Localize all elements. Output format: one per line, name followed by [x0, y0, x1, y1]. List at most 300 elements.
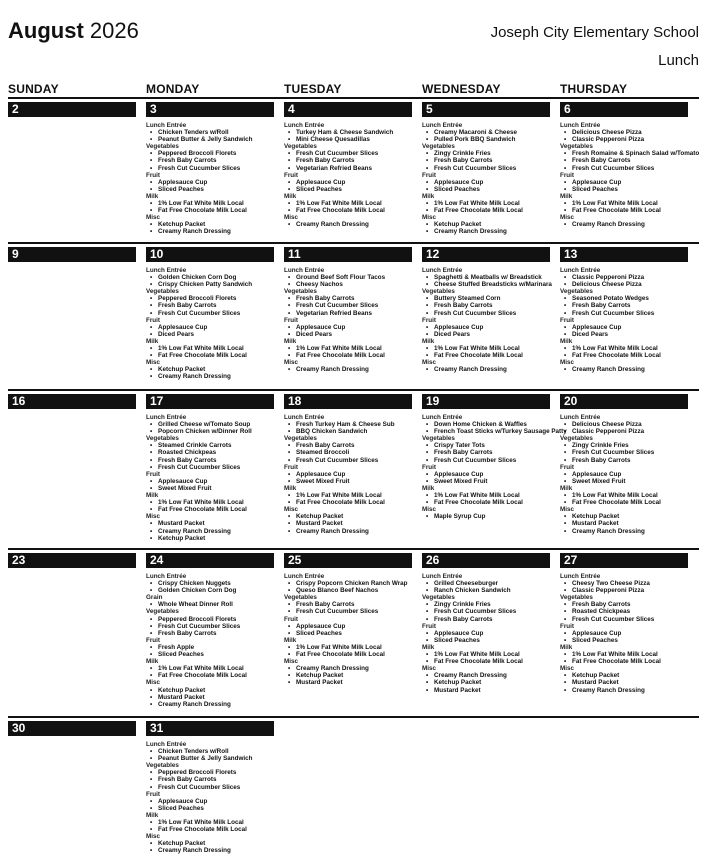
- day-cell: [284, 100, 412, 228]
- day-cell: [146, 719, 274, 855]
- menu-category: Milk: [146, 192, 159, 200]
- day-cell: [146, 100, 274, 236]
- menu-category: Fruit: [284, 316, 298, 324]
- month-label: August: [8, 18, 84, 43]
- menu-item: • Applesauce Cup: [284, 324, 412, 331]
- day-number: 2: [8, 102, 136, 117]
- menu-category: Fruit: [146, 316, 160, 324]
- menu-item: • Creamy Macaroni & Cheese: [422, 129, 550, 136]
- weekday-label: THURSDAY: [560, 82, 628, 96]
- menu-item: • Applesauce Cup: [146, 179, 274, 186]
- menu-category: Fruit: [284, 171, 298, 179]
- menu-category: Fruit: [560, 316, 574, 324]
- menu-item: • Sweet Mixed Fruit: [284, 478, 412, 485]
- menu-item: • Ketchup Packet: [422, 221, 550, 228]
- calendar-week: [8, 716, 699, 855]
- menu-item: • 1% Low Fat White Milk Local: [560, 200, 699, 207]
- menu-item: • Fresh Baby Carrots: [422, 449, 567, 456]
- menu-category: Fruit: [146, 790, 160, 798]
- menu-category: Misc: [284, 214, 298, 222]
- day-cell: [146, 551, 274, 708]
- weekday-label: MONDAY: [146, 82, 200, 96]
- day-menu: [146, 573, 274, 708]
- menu-item: • Fresh Baby Carrots: [560, 302, 688, 309]
- menu-item: • Pulled Pork BBQ Sandwich: [422, 136, 550, 143]
- menu-category: Milk: [146, 337, 159, 345]
- menu-item: • Sliced Peaches: [422, 637, 550, 644]
- menu-category: Milk: [560, 484, 573, 492]
- menu-item: • 1% Low Fat White Milk Local: [146, 345, 274, 352]
- menu-item: • Fresh Cut Cucumber Slices: [284, 608, 412, 615]
- menu-category: Vegetables: [146, 288, 179, 296]
- menu-item: • 1% Low Fat White Milk Local: [560, 651, 688, 658]
- menu-item: • Grilled Cheese w/Tomato Soup: [146, 421, 274, 428]
- menu-category: Milk: [146, 658, 159, 666]
- menu-category: Lunch Entrée: [560, 267, 601, 274]
- menu-item: • Fresh Baby Carrots: [146, 776, 274, 783]
- menu-item: • Ketchup Packet: [146, 687, 274, 694]
- calendar-week: [8, 389, 699, 542]
- menu-category: Lunch Entrée: [284, 414, 325, 421]
- day-number: 19: [422, 394, 550, 409]
- menu-item: • Creamy Ranch Dressing: [284, 221, 412, 228]
- menu-item: • Fresh Baby Carrots: [422, 616, 550, 623]
- menu-item: • Fresh Baby Carrots: [560, 157, 699, 164]
- menu-item: • Creamy Ranch Dressing: [560, 366, 688, 373]
- menu-item: • Sliced Peaches: [284, 630, 412, 637]
- menu-item: • Fat Free Chocolate Milk Local: [560, 352, 688, 359]
- day-number: 30: [8, 721, 136, 736]
- menu-category: Misc: [560, 214, 574, 222]
- menu-item: • 1% Low Fat White Milk Local: [146, 665, 274, 672]
- menu-category: Misc: [146, 679, 160, 687]
- menu-category: Lunch Entrée: [560, 414, 601, 421]
- menu-item: • Sliced Peaches: [146, 805, 274, 812]
- menu-item: • Roasted Chickpeas: [560, 608, 688, 615]
- menu-item: • Peanut Butter & Jelly Sandwich: [146, 755, 274, 762]
- menu-category: Lunch Entrée: [422, 267, 463, 274]
- menu-item: • Chicken Tenders w/Roll: [146, 748, 274, 755]
- menu-item: • Cheese Stuffed Breadsticks w/Marinara: [422, 281, 552, 288]
- menu-item: • Fat Free Chocolate Milk Local: [284, 499, 412, 506]
- menu-item: • Crispy Popcorn Chicken Ranch Wrap: [284, 580, 412, 587]
- day-number: 24: [146, 553, 274, 568]
- menu-item: • Peppered Broccoli Florets: [146, 150, 274, 157]
- menu-item: • Classic Pepperoni Pizza: [560, 428, 688, 435]
- menu-item: • Fresh Cut Cucumber Slices: [146, 464, 274, 471]
- menu-item: • 1% Low Fat White Milk Local: [284, 200, 412, 207]
- day-menu: [560, 267, 688, 373]
- menu-item: • Diced Pears: [146, 331, 274, 338]
- menu-category: Vegetables: [560, 435, 593, 443]
- menu-category: Milk: [560, 337, 573, 345]
- menu-item: • Diced Pears: [284, 331, 412, 338]
- menu-item: • Fresh Baby Carrots: [146, 457, 274, 464]
- menu-category: Vegetables: [422, 288, 455, 296]
- menu-item: • 1% Low Fat White Milk Local: [422, 651, 550, 658]
- day-number: 12: [422, 247, 550, 262]
- menu-item: • Fresh Baby Carrots: [284, 442, 412, 449]
- day-number: 27: [560, 553, 688, 568]
- day-number: 18: [284, 394, 412, 409]
- menu-item: • Roasted Chickpeas: [146, 449, 274, 456]
- menu-item: • Sweet Mixed Fruit: [422, 478, 567, 485]
- menu-item: • Fresh Baby Carrots: [560, 457, 688, 464]
- menu-item: • Delicious Cheese Pizza: [560, 281, 688, 288]
- menu-item: • Applesauce Cup: [560, 630, 688, 637]
- menu-item: • French Toast Sticks w/Turkey Sausage Patty: [422, 428, 567, 435]
- day-number: 17: [146, 394, 274, 409]
- menu-item: • Fat Free Chocolate Milk Local: [146, 506, 274, 513]
- menu-item: • Creamy Ranch Dressing: [422, 672, 550, 679]
- day-cell: [146, 245, 274, 381]
- menu-item: • Fat Free Chocolate Milk Local: [422, 207, 550, 214]
- day-cell: [8, 100, 136, 118]
- menu-item: • Down Home Chicken & Waffles: [422, 421, 567, 428]
- day-number: 13: [560, 247, 688, 262]
- menu-category: Vegetables: [560, 288, 593, 296]
- menu-item: • Sliced Peaches: [146, 651, 274, 658]
- menu-category: Fruit: [422, 316, 436, 324]
- menu-item: • Mustard Packet: [284, 520, 412, 527]
- day-cell: [8, 719, 136, 737]
- menu-item: • Fresh Cut Cucumber Slices: [146, 784, 274, 791]
- menu-item: • Ranch Chicken Sandwich: [422, 587, 550, 594]
- menu-item: • Fat Free Chocolate Milk Local: [146, 672, 274, 679]
- day-cell: [422, 245, 552, 373]
- menu-item: • Classic Pepperoni Pizza: [560, 587, 688, 594]
- menu-item: • Fresh Baby Carrots: [146, 157, 274, 164]
- menu-item: • Peppered Broccoli Florets: [146, 769, 274, 776]
- menu-category: Lunch Entrée: [146, 414, 187, 421]
- day-number: 23: [8, 553, 136, 568]
- menu-item: • Mustard Packet: [422, 687, 550, 694]
- menu-item: • Creamy Ranch Dressing: [284, 366, 412, 373]
- menu-item: • Fresh Baby Carrots: [422, 302, 552, 309]
- menu-category: Misc: [560, 506, 574, 514]
- menu-category: Milk: [560, 643, 573, 651]
- weekday-label: TUESDAY: [284, 82, 342, 96]
- menu-item: • Fat Free Chocolate Milk Local: [560, 658, 688, 665]
- day-cell: [8, 245, 136, 263]
- menu-item: • Golden Chicken Corn Dog: [146, 587, 274, 594]
- menu-item: • Applesauce Cup: [146, 478, 274, 485]
- menu-category: Misc: [146, 833, 160, 841]
- menu-category: Fruit: [422, 463, 436, 471]
- menu-category: Fruit: [560, 463, 574, 471]
- menu-item: • 1% Low Fat White Milk Local: [422, 200, 550, 207]
- day-menu: [284, 122, 412, 228]
- menu-item: • Golden Chicken Corn Dog: [146, 274, 274, 281]
- menu-item: • Sliced Peaches: [422, 186, 550, 193]
- calendar-week: [8, 548, 699, 708]
- menu-item: • Diced Pears: [560, 331, 688, 338]
- calendar-week: [8, 97, 700, 236]
- menu-item: • Buttery Steamed Corn: [422, 295, 552, 302]
- menu-category: Misc: [284, 506, 298, 514]
- menu-item: • Popcorn Chicken w/Dinner Roll: [146, 428, 274, 435]
- menu-item: • Creamy Ranch Dressing: [146, 701, 274, 708]
- menu-category: Lunch Entrée: [146, 122, 187, 129]
- day-menu: [422, 122, 550, 236]
- menu-item: • BBQ Chicken Sandwich: [284, 428, 412, 435]
- menu-category: Lunch Entrée: [560, 122, 601, 129]
- menu-category: Vegetables: [560, 594, 593, 602]
- menu-item: • Ketchup Packet: [284, 513, 412, 520]
- day-number: 11: [284, 247, 412, 262]
- menu-category: Fruit: [146, 171, 160, 179]
- menu-category: Milk: [422, 192, 435, 200]
- menu-item: • Fat Free Chocolate Milk Local: [422, 352, 552, 359]
- menu-item: • Creamy Ranch Dressing: [560, 687, 688, 694]
- menu-item: • Creamy Ranch Dressing: [146, 228, 274, 235]
- menu-item: • Fresh Cut Cucumber Slices: [422, 608, 550, 615]
- day-number: 9: [8, 247, 136, 262]
- menu-item: • Sliced Peaches: [284, 186, 412, 193]
- menu-item: • Sliced Peaches: [146, 186, 274, 193]
- menu-item: • Fresh Turkey Ham & Cheese Sub: [284, 421, 412, 428]
- menu-item: • Applesauce Cup: [422, 179, 550, 186]
- menu-item: • Applesauce Cup: [146, 798, 274, 805]
- menu-item: • Fresh Cut Cucumber Slices: [422, 457, 567, 464]
- menu-item: • 1% Low Fat White Milk Local: [560, 492, 688, 499]
- day-number: 4: [284, 102, 412, 117]
- menu-item: • Ketchup Packet: [146, 221, 274, 228]
- menu-item: • 1% Low Fat White Milk Local: [560, 345, 688, 352]
- menu-item: • Fresh Cut Cucumber Slices: [560, 310, 688, 317]
- menu-item: • Fat Free Chocolate Milk Local: [560, 499, 688, 506]
- menu-item: • Applesauce Cup: [284, 471, 412, 478]
- menu-item: • Ketchup Packet: [146, 535, 274, 542]
- menu-category: Vegetables: [146, 762, 179, 770]
- menu-item: • Turkey Ham & Cheese Sandwich: [284, 129, 412, 136]
- menu-item: • Applesauce Cup: [284, 179, 412, 186]
- menu-item: • 1% Low Fat White Milk Local: [284, 492, 412, 499]
- day-menu: [422, 267, 552, 373]
- menu-item: • Steamed Crinkle Carrots: [146, 442, 274, 449]
- menu-category: Lunch Entrée: [284, 267, 325, 274]
- menu-item: • Applesauce Cup: [284, 623, 412, 630]
- menu-item: • Sliced Peaches: [560, 186, 699, 193]
- menu-item: • Spaghetti & Meatballs w/ Breadstick: [422, 274, 552, 281]
- weekday-label: SUNDAY: [8, 82, 59, 96]
- day-number: 5: [422, 102, 550, 117]
- menu-item: • Ketchup Packet: [146, 366, 274, 373]
- menu-item: • Peanut Butter & Jelly Sandwich: [146, 136, 274, 143]
- menu-category: Lunch Entrée: [422, 573, 463, 580]
- menu-item: • Fresh Cut Cucumber Slices: [146, 310, 274, 317]
- menu-item: • Ketchup Packet: [560, 513, 688, 520]
- day-number: 10: [146, 247, 274, 262]
- day-menu: [284, 267, 412, 373]
- menu-category: Milk: [422, 484, 435, 492]
- menu-category: Fruit: [146, 470, 160, 478]
- menu-item: • Ketchup Packet: [284, 672, 412, 679]
- menu-item: • Fresh Baby Carrots: [284, 601, 412, 608]
- menu-item: • Fat Free Chocolate Milk Local: [422, 499, 567, 506]
- menu-item: • Chicken Tenders w/Roll: [146, 129, 274, 136]
- menu-category: Fruit: [284, 463, 298, 471]
- menu-item: • Creamy Ranch Dressing: [284, 665, 412, 672]
- menu-category: Misc: [146, 513, 160, 521]
- menu-item: • Creamy Ranch Dressing: [146, 528, 274, 535]
- day-cell: [422, 100, 550, 236]
- day-number: 16: [8, 394, 136, 409]
- menu-item: • Ketchup Packet: [422, 679, 550, 686]
- menu-item: • Ketchup Packet: [560, 672, 688, 679]
- menu-category: Misc: [284, 359, 298, 367]
- day-menu: [560, 414, 688, 535]
- menu-category: Lunch Entrée: [422, 122, 463, 129]
- menu-item: • 1% Low Fat White Milk Local: [284, 345, 412, 352]
- menu-item: • Delicious Cheese Pizza: [560, 129, 699, 136]
- menu-item: • Cheesy Two Cheese Pizza: [560, 580, 688, 587]
- menu-category: Fruit: [560, 171, 574, 179]
- day-menu: [146, 741, 274, 855]
- menu-item: • Mustard Packet: [284, 679, 412, 686]
- menu-item: • Mustard Packet: [146, 694, 274, 701]
- day-menu: [284, 414, 412, 535]
- menu-category: Vegetables: [422, 594, 455, 602]
- menu-item: • Classic Pepperoni Pizza: [560, 274, 688, 281]
- menu-item: • 1% Low Fat White Milk Local: [284, 644, 412, 651]
- menu-item: • Diced Pears: [422, 331, 552, 338]
- menu-item: • Zingy Crinkle Fries: [422, 150, 550, 157]
- day-cell: [560, 100, 699, 228]
- weekday-label: WEDNESDAY: [422, 82, 501, 96]
- menu-item: • Fresh Cut Cucumber Slices: [146, 165, 274, 172]
- menu-category: Misc: [146, 214, 160, 222]
- menu-category: Misc: [422, 214, 436, 222]
- day-cell: [560, 392, 688, 535]
- day-menu: [146, 267, 274, 381]
- day-cell: [284, 392, 412, 535]
- menu-item: • 1% Low Fat White Milk Local: [146, 819, 274, 826]
- menu-item: • Applesauce Cup: [422, 630, 550, 637]
- menu-item: • Classic Pepperoni Pizza: [560, 136, 699, 143]
- menu-item: • Seasoned Potato Wedges: [560, 295, 688, 302]
- menu-item: • Fresh Cut Cucumber Slices: [560, 165, 699, 172]
- day-cell: [284, 245, 412, 373]
- menu-item: • Fat Free Chocolate Milk Local: [146, 826, 274, 833]
- day-menu: [422, 573, 550, 694]
- day-cell: [560, 245, 688, 373]
- menu-item: • Creamy Ranch Dressing: [560, 221, 699, 228]
- menu-category: Vegetables: [422, 435, 455, 443]
- menu-item: • Fresh Romaine & Spinach Salad w/Tomato: [560, 150, 699, 157]
- menu-item: • Fresh Baby Carrots: [422, 157, 550, 164]
- menu-item: • Fat Free Chocolate Milk Local: [560, 207, 699, 214]
- day-number: 31: [146, 721, 274, 736]
- menu-item: • Cheesy Nachos: [284, 281, 412, 288]
- menu-item: • Fat Free Chocolate Milk Local: [146, 352, 274, 359]
- menu-category: Milk: [284, 192, 297, 200]
- menu-item: • Creamy Ranch Dressing: [284, 528, 412, 535]
- menu-item: • Fresh Baby Carrots: [146, 630, 274, 637]
- menu-category: Vegetables: [146, 608, 179, 616]
- menu-category: Lunch Entrée: [146, 741, 187, 748]
- menu-item: • Maple Syrup Cup: [422, 513, 567, 520]
- menu-item: • Fresh Cut Cucumber Slices: [422, 310, 552, 317]
- menu-category: Fruit: [422, 622, 436, 630]
- menu-item: • Applesauce Cup: [422, 471, 567, 478]
- menu-category: Milk: [422, 337, 435, 345]
- menu-category: Milk: [560, 192, 573, 200]
- menu-category: Misc: [422, 506, 436, 514]
- day-number: 20: [560, 394, 688, 409]
- day-menu: [284, 573, 412, 687]
- day-cell: [284, 551, 412, 687]
- menu-category: Fruit: [560, 622, 574, 630]
- menu-item: • Crispy Tater Tots: [422, 442, 567, 449]
- menu-item: • Fat Free Chocolate Milk Local: [284, 207, 412, 214]
- meal-type: Lunch: [658, 52, 699, 69]
- menu-item: • Creamy Ranch Dressing: [146, 373, 274, 380]
- menu-category: Milk: [284, 636, 297, 644]
- menu-item: • Crispy Chicken Patty Sandwich: [146, 281, 274, 288]
- menu-category: Vegetables: [284, 143, 317, 151]
- menu-category: Misc: [560, 665, 574, 673]
- menu-item: • Creamy Ranch Dressing: [146, 847, 274, 854]
- menu-item: • Fresh Cut Cucumber Slices: [560, 449, 688, 456]
- menu-category: Misc: [560, 359, 574, 367]
- menu-item: • Fresh Baby Carrots: [560, 601, 688, 608]
- menu-item: • Whole Wheat Dinner Roll: [146, 601, 274, 608]
- menu-item: • 1% Low Fat White Milk Local: [146, 200, 274, 207]
- menu-category: Lunch Entrée: [422, 414, 463, 421]
- menu-item: • Applesauce Cup: [560, 324, 688, 331]
- menu-item: • Zingy Crinkle Fries: [560, 442, 688, 449]
- menu-category: Vegetables: [422, 143, 455, 151]
- menu-item: • Fat Free Chocolate Milk Local: [146, 207, 274, 214]
- menu-category: Fruit: [422, 171, 436, 179]
- menu-category: Vegetables: [560, 143, 593, 151]
- menu-item: • Fresh Baby Carrots: [146, 302, 274, 309]
- menu-item: • Queso Blanco Beef Nachos: [284, 587, 412, 594]
- menu-item: • Steamed Broccoli: [284, 449, 412, 456]
- menu-category: Misc: [422, 359, 436, 367]
- menu-category: Vegetables: [146, 143, 179, 151]
- menu-item: • Grilled Cheeseburger: [422, 580, 550, 587]
- day-cell: [8, 551, 136, 569]
- menu-item: • Vegetarian Refried Beans: [284, 310, 412, 317]
- menu-item: • Creamy Ranch Dressing: [422, 228, 550, 235]
- menu-item: • Ground Beef Soft Flour Tacos: [284, 274, 412, 281]
- menu-item: • Applesauce Cup: [422, 324, 552, 331]
- menu-category: Lunch Entrée: [284, 573, 325, 580]
- day-cell: [560, 551, 688, 694]
- menu-item: • Fresh Baby Carrots: [284, 295, 412, 302]
- menu-category: Misc: [146, 359, 160, 367]
- menu-category: Misc: [284, 658, 298, 666]
- day-menu: [560, 573, 688, 694]
- day-cell: [422, 392, 567, 520]
- menu-item: • Mustard Packet: [146, 520, 274, 527]
- menu-category: Vegetables: [284, 288, 317, 296]
- day-menu: [560, 122, 699, 228]
- menu-category: Fruit: [146, 636, 160, 644]
- menu-item: • Fresh Apple: [146, 644, 274, 651]
- menu-category: Milk: [284, 337, 297, 345]
- menu-item: • Mini Cheese Quesadillas: [284, 136, 412, 143]
- menu-item: • Peppered Broccoli Florets: [146, 295, 274, 302]
- menu-item: • Creamy Ranch Dressing: [422, 366, 552, 373]
- menu-category: Grain: [146, 594, 163, 602]
- menu-item: • Fresh Cut Cucumber Slices: [560, 616, 688, 623]
- menu-item: • Applesauce Cup: [560, 179, 699, 186]
- menu-item: • Sliced Peaches: [560, 637, 688, 644]
- menu-item: • 1% Low Fat White Milk Local: [146, 499, 274, 506]
